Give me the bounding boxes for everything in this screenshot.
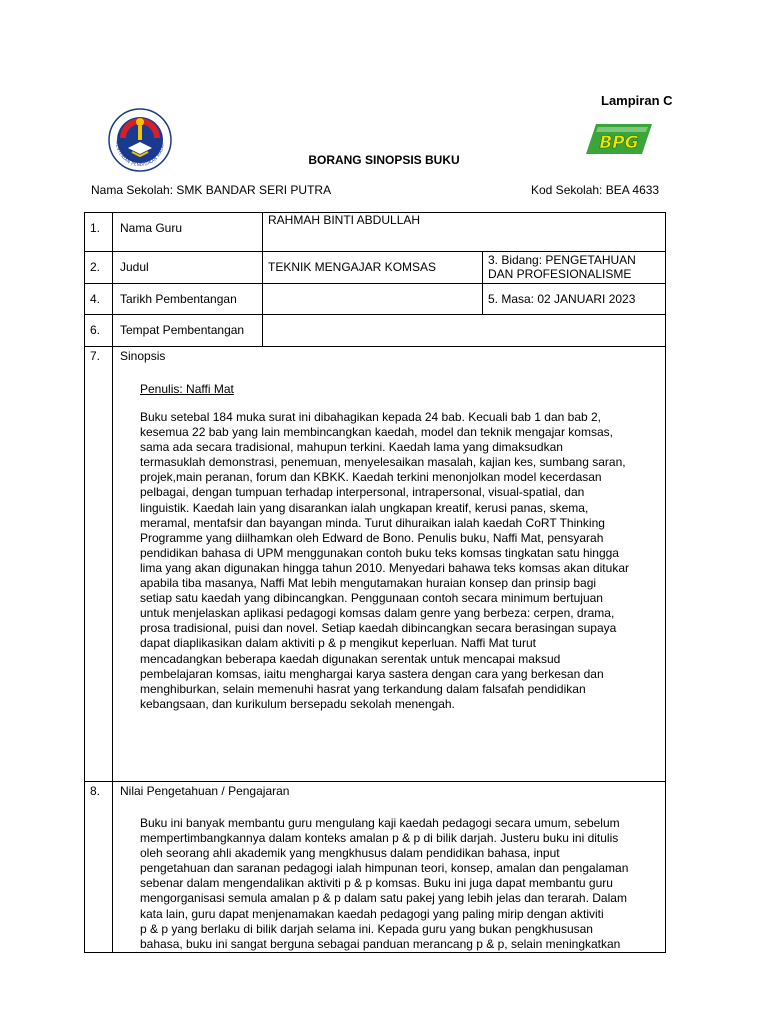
field-value xyxy=(483,252,666,284)
text-line: sama ada secara tradisional, mahupun terkini. Kaedah lama yang dimaksudkan xyxy=(140,440,563,455)
row-label: Tarikh Pembentangan xyxy=(113,284,263,315)
table-row xyxy=(85,347,666,782)
text-line: dapat diaplikasikan dalam aktiviti p & p mengikut keperluan. Naffi Mat turut xyxy=(140,636,536,651)
row-number: 4. xyxy=(85,284,113,315)
text-line: Programme yang diilhamkan oleh Edward de Bono. Penulis buku, Naffi Mat, pensyarah xyxy=(140,530,604,545)
text-line: linguistik. Kaedah lain yang disarankan ialah ungkapan kreatif, kerusi panas, skema, xyxy=(140,500,589,515)
text-line: apabila tiba masanya, Naffi Mat lebih mengutamakan huraian konsep dan prinsip bagi xyxy=(140,576,597,591)
bpg-logo xyxy=(584,121,654,157)
field-line: 3. Bidang: PENGETAHUAN xyxy=(488,253,636,267)
school-code: Kod Sekolah: BEA 4633 xyxy=(531,183,660,197)
synopsis-cell xyxy=(113,347,666,782)
text-line: pelbagai, dengan tumpuan terhadap interpersonal, intrapersonal, visual-spatial, dan xyxy=(140,485,585,500)
knowledge-value-cell xyxy=(113,782,666,953)
row-label: Judul xyxy=(113,252,263,284)
table-row xyxy=(85,252,666,284)
row-number: 7. xyxy=(85,347,113,782)
text-line: prosa tradisional, puisi dan novel. Setiap kaedah dibincangkan secara berasingan supaya xyxy=(140,621,617,636)
text-line: p & p yang berlaku di bilik darjah selama ini. Kepada guru yang bukan pengkhususan xyxy=(140,921,593,936)
synopsis-heading: Sinopsis xyxy=(120,349,166,363)
text-line: meramal, mentafsir dan bayangan minda. Turut dihuraikan ialah kaedah CoRT Thinking xyxy=(140,515,605,530)
text-line: Buku setebal 184 muka surat ini dibahagikan kepada 24 bab. Kecuali bab 1 dan bab 2, xyxy=(140,410,602,424)
presentation-date-value xyxy=(263,284,483,315)
text-line: Buku ini banyak membantu guru mengulang kaji kaedah pedagogi secara umum, sebelum xyxy=(140,816,620,830)
author-line: Penulis: Naffi Mat xyxy=(140,382,234,396)
row-label: Nama Guru xyxy=(113,213,263,252)
synopsis-paragraph xyxy=(140,410,657,712)
text-line: sebenar dalam mengendalikan aktiviti p & p komsas. Buku ini juga dapat membantu guru xyxy=(140,876,613,891)
text-line: kesemua 22 bab yang lain membincangkan kaedah, model dan teknik mengajar komsas, xyxy=(140,425,613,440)
text-line: untuk menjelaskan aplikasi pedagogi komsas dalam genre yang berbeza: cerpen, drama, xyxy=(140,606,615,621)
text-line: termasuklah demonstrasi, penemuan, menyelesaikan masalah, kajian kes, sumbang saran, xyxy=(140,455,626,470)
book-title-value: TEKNIK MENGAJAR KOMSAS xyxy=(263,252,483,284)
text-line: lima yang akan digunakan hingga tahun 2010. Menyedari bahawa teks komsas akan ditukar xyxy=(140,560,629,575)
text-line: setiap satu kaedah yang dibincangkan. Penggunaan contoh secara minimum bertujuan xyxy=(140,591,603,606)
presentation-place-value xyxy=(263,315,666,347)
bpg-logo-text: BPG xyxy=(599,133,639,153)
text-line: pembelajaran komsas, iaitu menghargai karya sastera dengan cara yang berkesan dan xyxy=(140,666,604,681)
knowledge-paragraph xyxy=(140,816,657,952)
time-value: 5. Masa: 02 JANUARI 2023 xyxy=(483,284,666,315)
ministry-logo-text: MENTERIAN PENDIDIKAN MALAY xyxy=(114,140,166,168)
text-line: bahasa, buku ini sangat berguna sebagai panduan merancang p & p, selain meningkatkan xyxy=(140,936,621,951)
text-line: projek,main peranan, forum dan KBKK. Kaedah terkini menonjolkan model kecerdasan xyxy=(140,470,602,485)
table-row xyxy=(85,213,666,252)
table-row xyxy=(85,782,666,953)
text-line: pengetahuan dan saranan pedagogi ialah himpunan teori, konsep, amalan dan pengalaman xyxy=(140,861,629,876)
text-line: mengorganisasi semula amalan p & p dalam satu pakej yang lebih jelas dan terarah. Dalam xyxy=(140,891,627,906)
appendix-label: Lampiran C xyxy=(601,93,673,108)
row-number: 6. xyxy=(85,315,113,347)
row-number: 1. xyxy=(85,213,113,252)
text-line: kebangsaan, dan kurikulum bersepadu sekolah menengah. xyxy=(140,696,455,711)
text-line: mencadangkan beberapa kaedah digunakan serentak untuk mencapai maksud xyxy=(140,651,561,666)
table-row xyxy=(85,315,666,347)
row-number: 8. xyxy=(85,782,113,953)
text-line: kata lain, guru dapat menjenamakan kaedah pedagogi yang paling mirip dengan aktiviti xyxy=(140,906,604,921)
table-row xyxy=(85,284,666,315)
school-name: Nama Sekolah: SMK BANDAR SERI PUTRA xyxy=(91,183,332,197)
knowledge-value-heading: Nilai Pengetahuan / Pengajaran xyxy=(120,784,290,798)
text-line: oleh seorang ahli akademik yang mengkhusus dalam pendidikan bahasa, input xyxy=(140,846,560,861)
row-label: Tempat Pembentangan xyxy=(113,315,263,347)
text-line: mempertimbangkannya dalam konteks amalan p & p di bilik darjah. Justeru buku ini ditulis xyxy=(140,831,619,846)
text-line: pendidikan bahasa di UPM menggunakan contoh buku teks komsas tingkatan satu hingga xyxy=(140,545,619,560)
form-title: BORANG SINOPSIS BUKU xyxy=(308,153,460,167)
teacher-name-value: RAHMAH BINTI ABDULLAH xyxy=(263,213,666,252)
text-line: menghiburkan, selain memenuhi hasrat yang terkandung dalam falsafah pendidikan xyxy=(140,681,586,696)
synopsis-form-table xyxy=(84,212,666,953)
field-line: DAN PROFESIONALISME xyxy=(488,267,632,281)
row-number: 2. xyxy=(85,252,113,284)
